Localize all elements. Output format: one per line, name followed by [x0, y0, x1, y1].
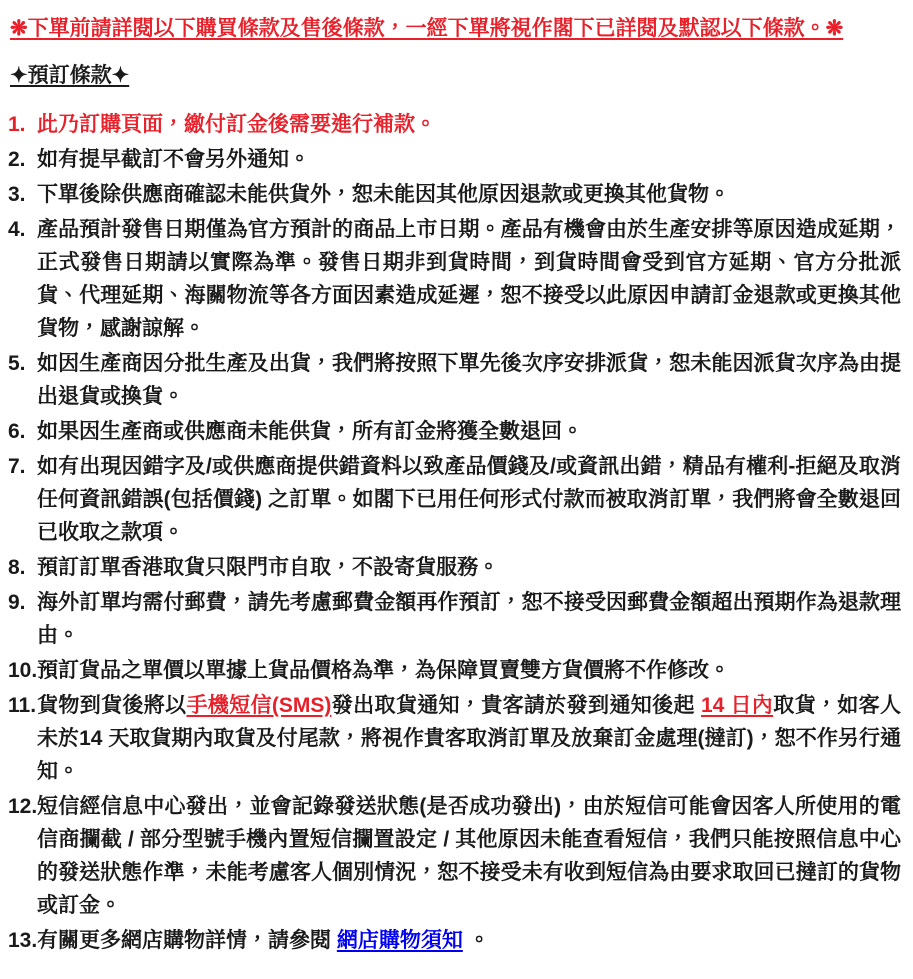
- term-number: 4.: [8, 218, 26, 241]
- term-segment: 預訂訂單香港取貨只限門市自取，不設寄貨服務。: [37, 556, 499, 579]
- term-item: [8, 689, 901, 788]
- term-number: 5.: [8, 352, 26, 375]
- term-segment: 有關更多網店購物詳情，請參閱: [37, 929, 337, 952]
- term-text: [37, 929, 490, 952]
- term-item: [8, 178, 901, 211]
- term-text: [37, 659, 730, 682]
- term-text: [37, 694, 901, 783]
- term-segment: 貨物到貨後將以: [37, 694, 187, 717]
- terms-list: [8, 108, 901, 957]
- term-number: 7.: [8, 455, 26, 478]
- term-text: [37, 218, 901, 340]
- term-number: 2.: [8, 148, 26, 171]
- term-segment: 。: [462, 929, 490, 952]
- term-item: [8, 347, 901, 413]
- term-text: [37, 455, 901, 544]
- highlighted-text: 手機短信(SMS): [186, 694, 332, 717]
- term-text: [37, 591, 901, 647]
- term-item: [8, 586, 901, 652]
- term-text: [37, 352, 901, 408]
- term-segment: 如果因生產商或供應商未能供貨，所有訂金將獲全數退回。: [37, 420, 583, 443]
- term-segment: 短信經信息中心發出，並會記錄發送狀態(是否成功發出)，由於短信可能會因客人所使用的電信商攔截 / 部分型號手機內置短信攔置設定 / 其他原因未能查看短信，我們只能按照信息中心的發送狀態作準，未能考慮客人個別情況，恕不接受未有收到短信為由要求取回已撻訂的貨物或訂金。: [37, 795, 901, 917]
- term-segment: 海外訂單均需付郵費，請先考慮郵費金額再作預訂，恕不接受因郵費金額超出預期作為退款理由。: [37, 591, 901, 647]
- term-item: [8, 213, 901, 345]
- term-number: 6.: [8, 420, 26, 443]
- term-number: 9.: [8, 591, 26, 614]
- term-segment: 下單後除供應商確認未能供貨外，恕未能因其他原因退款或更換其他貨物。: [37, 183, 730, 206]
- term-number: 8.: [8, 556, 26, 579]
- term-number: 11.: [8, 694, 37, 717]
- term-number: 1.: [8, 113, 26, 136]
- term-segment: 如有提早截訂不會另外通知。: [37, 148, 310, 171]
- term-number: 12.: [8, 795, 38, 818]
- term-item: [8, 654, 901, 687]
- term-segment: 取貨，如客人未於14 天取貨期內取貨及付尾款，將視作貴客取消訂單及放棄訂金處理(撻訂)，恕不作另行通知。: [37, 694, 902, 783]
- term-item: [8, 924, 901, 957]
- term-item: [8, 450, 901, 549]
- term-text: [37, 148, 310, 171]
- highlighted-text: 14 日內: [700, 694, 774, 717]
- store-shopping-notice-link[interactable]: 網店購物須知: [336, 929, 463, 952]
- term-text: [37, 113, 436, 136]
- section-title-preorder-terms: ✦預訂條款✦: [10, 64, 130, 87]
- term-segment: 如有出現因錯字及/或供應商提供錯資料以致產品價錢及/或資訊出錯，精品有權利-拒絕及取消任何資訊錯誤(包括價錢) 之訂單。如閣下已用任何形式付款而被取消訂單，我們將會全數退回已收取之款項。: [37, 455, 901, 544]
- term-segment: 發出取貨通知，貴客請於發到通知後起: [331, 694, 701, 717]
- highlighted-text: 此乃訂購頁面，繳付訂金後需要進行補款。: [37, 113, 436, 136]
- term-text: [37, 795, 901, 917]
- term-item: [8, 551, 901, 584]
- term-item: [8, 143, 901, 176]
- term-text: [37, 183, 730, 206]
- term-number: 10.: [8, 659, 38, 682]
- term-item: [8, 415, 901, 448]
- term-segment: 產品預計發售日期僅為官方預計的商品上市日期。產品有機會由於生產安排等原因造成延期，正式發售日期請以實際為準。發售日期非到貨時間，到貨時間會受到官方延期、官方分批派貨、代理延期、海關物流等各方面因素造成延遲，恕不接受以此原因申請訂金退款或更換其他貨物，感謝諒解。: [37, 218, 901, 340]
- term-number: 13.: [8, 929, 38, 952]
- term-item: [8, 790, 901, 922]
- term-text: [37, 420, 583, 443]
- notice-banner: ❋下單前請詳閱以下購買條款及售後條款，一經下單將視作閣下已詳閱及默認以下條款。❋: [10, 17, 844, 40]
- term-text: [37, 556, 499, 579]
- term-segment: 預訂貨品之單價以單據上貨品價格為準，為保障買賣雙方貨價將不作修改。: [37, 659, 730, 682]
- term-item: [8, 108, 901, 141]
- term-number: 3.: [8, 183, 26, 206]
- term-segment: 如因生產商因分批生產及出貨，我們將按照下單先後次序安排派貨，恕未能因派貨次序為由提出退貨或換貨。: [37, 352, 901, 408]
